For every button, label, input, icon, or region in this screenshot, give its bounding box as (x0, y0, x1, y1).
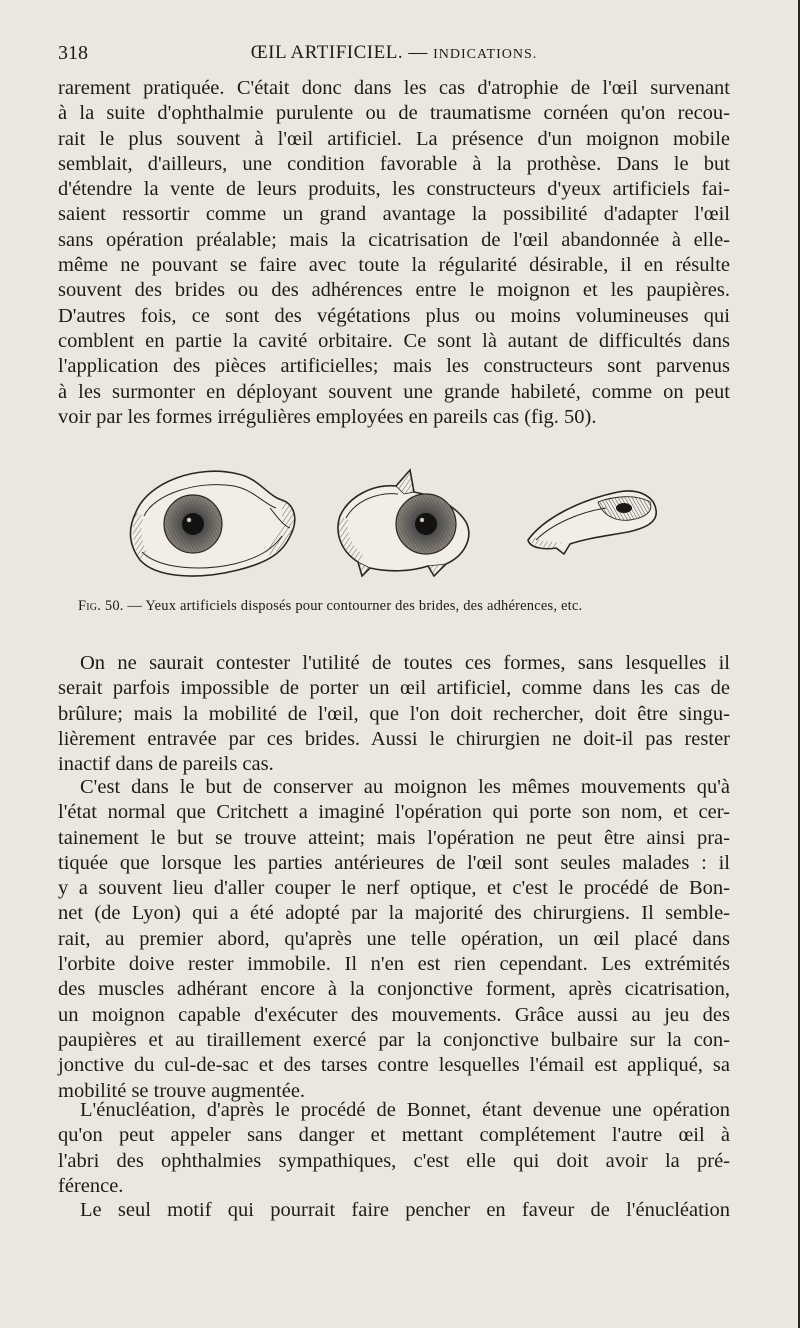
figure-50 (58, 452, 730, 602)
paragraph-2 (58, 651, 730, 777)
text-line: semblait, d'ailleurs, une condition favorable à la prothèse. Dans le but (58, 152, 730, 175)
text-line: y a souvent lieu d'aller couper le nerf optique, et c'est le procédé de Bon- (58, 877, 730, 900)
paragraph-1 (58, 76, 730, 430)
artificial-eyes-illustration (58, 452, 730, 602)
running-title (58, 42, 730, 64)
text-line: lièrement entravée par ces brides. Aussi le chirurgien ne doit-il pas rester (58, 727, 730, 750)
paragraph-4 (58, 1098, 730, 1199)
text-line: L'énucléation, d'après le procédé de Bonnet, étant devenue une opération (80, 1099, 730, 1121)
text-line: inactif dans de pareils cas. (58, 753, 274, 776)
text-line: rait, au premier abord, qu'après une telle opération, un œil placé dans (58, 927, 730, 950)
text-line: l'orbite doive rester immobile. Il n'en est rien cependant. Les extrémités (58, 953, 730, 976)
text-line: des muscles adhérant encore à la conjonctive forment, après cicatrisation, (58, 978, 730, 1001)
figure-caption (78, 598, 710, 615)
text-line: mobilité se trouve augmentée. (58, 1079, 306, 1102)
text-line: rarement pratiquée. C'était donc dans les cas d'atrophie de l'œil survenant (58, 77, 730, 99)
text-line: Le seul motif qui pourrait faire pencher en faveur de l'énucléation (80, 1199, 730, 1221)
figure-caption-text: — Yeux artificiels disposés pour contourner des brides, des adhérences, etc. (127, 598, 583, 614)
text-line: tiquée que lorsque les parties antérieures de l'œil sont seules malades : il (58, 851, 730, 874)
artificial-eye-center (338, 470, 469, 576)
text-line: brûlure; mais la mobilité de l'œil, que l'on doit rechercher, doit être singu- (58, 702, 730, 725)
artificial-eye-right (528, 491, 656, 554)
text-line: jonctive du cul-de-sac et des tarses contre lesquelles l'émail est appliqué, sa (58, 1054, 730, 1077)
artificial-eye-left (130, 471, 294, 576)
text-line: serait parfois impossible de porter un œil artificiel, comme dans les cas de (58, 677, 730, 700)
text-line: l'application des pièces artificielles; mais les constructeurs sont parvenus (58, 355, 730, 378)
text-line: qu'on peut appeler sans danger et mettant complétement l'autre œil à (58, 1124, 730, 1147)
text-line: sans opération préalable; mais la cicatrisation de l'œil abandonnée à elle- (58, 228, 730, 251)
text-line: à la suite d'ophthalmie purulente ou de traumatisme cornéen qu'on recou- (58, 102, 730, 125)
text-line: saient ressortir comme un grand avantage la possibilité d'adapter l'œil (58, 203, 730, 226)
text-line: d'étendre la vente de leurs produits, les constructeurs d'yeux artificiels fai- (58, 178, 730, 201)
paragraph-3 (58, 775, 730, 1104)
running-header (58, 42, 730, 68)
text-line: tainement le but se trouve atteint; mais l'opération ne peut être ainsi pra- (58, 826, 730, 849)
running-title-section: INDICATIONS. (433, 47, 538, 62)
text-line: à les surmonter en déployant souvent une grande habileté, comme on peut (58, 380, 730, 403)
text-line: souvent des brides ou des adhérences entre le moignon et les paupières. (58, 279, 730, 302)
running-title-main: ŒIL ARTIFICIEL. — (250, 42, 428, 63)
text-line: rait le plus souvent à l'œil artificiel. La présence d'un moignon mobile (58, 127, 730, 150)
paragraph-5 (58, 1198, 730, 1223)
text-line: On ne saurait contester l'utilité de toutes ces formes, sans lesquelles il (80, 652, 730, 674)
text-line: C'est dans le but de conserver au moignon les mêmes mouvements qu'à (80, 776, 730, 798)
text-line: même ne pouvant se faire avec toute la régularité désirable, il en résulte (58, 254, 730, 277)
text-line: paupières et au tiraillement exercé par la conjonctive bulbaire sur la con- (58, 1028, 730, 1051)
text-line: D'autres fois, ce sont des végétations plus ou moins volumineuses qui (58, 304, 730, 327)
text-line: comblent en partie la cavité orbitaire. Ce sont là autant de difficultés dans (58, 329, 730, 352)
text-line: l'état normal que Critchett a imaginé l'opération qui porte son nom, et cer- (58, 801, 730, 824)
page-number: 318 (58, 42, 88, 64)
text-line: net (de Lyon) qui a été adopté par la majorité des chirurgiens. Il semble- (58, 902, 730, 925)
text-line: un moignon capable d'exécuter des mouvements. Grâce aussi au jeu des (58, 1003, 730, 1026)
text-line: voir par les formes irrégulières employées en pareils cas (fig. 50). (58, 405, 597, 428)
text-line: férence. (58, 1174, 124, 1197)
text-line: l'abri des ophthalmies sympathiques, c'est elle qui doit avoir la pré- (58, 1149, 730, 1172)
figure-label: Fig. 50. (78, 598, 124, 614)
